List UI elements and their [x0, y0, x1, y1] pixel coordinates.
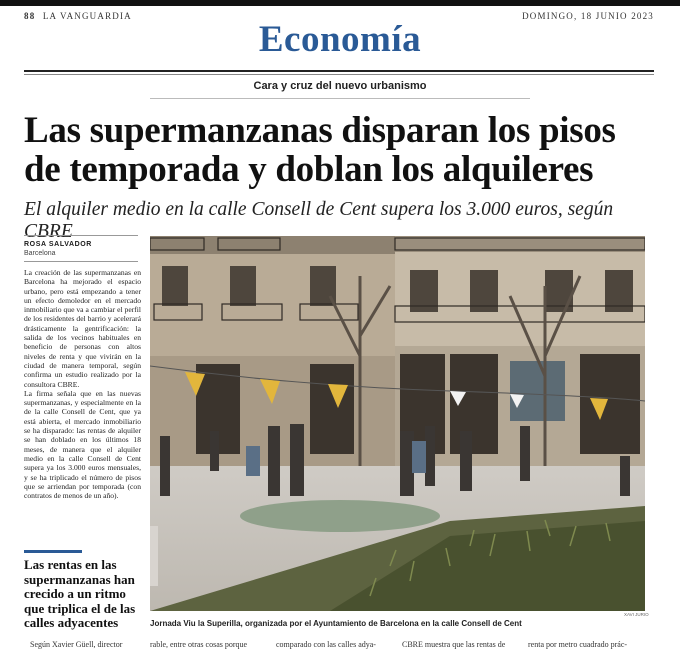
- column-start: CBRE muestra que las rentas de: [402, 640, 506, 649]
- section-title: Economía: [258, 19, 422, 60]
- article-body: [24, 268, 141, 500]
- photo-credit: XAVI JURIO: [624, 612, 649, 617]
- headline: [24, 111, 654, 189]
- page-number: 88: [24, 11, 36, 21]
- pullquote: Las rentas en las supermanzanas han crecido a un ritmo que triplica el de las calles adyacentes: [24, 557, 136, 630]
- issue-date: DOMINGO, 18 JUNIO 2023: [522, 11, 654, 21]
- next-column-starts: [24, 640, 664, 654]
- header-rule-thin: [24, 74, 654, 75]
- top-bar: [0, 0, 680, 6]
- paper-name: LA VANGUARDIA: [42, 11, 132, 21]
- pullquote-rule: [24, 550, 82, 553]
- paragraph-1: La creación de las supermanzanas en Barcelona ha mejorado el espacio urbano, pero está empezando a tener un efecto demoledor en el mercado inmobiliario que va a cambiar el perfil de los residentes del barrio y acelerará drásticamente la gentrificación: la salida de los vecinos habituales en beneficio de personas con altos niveles de renta y que vivirán en la ciudad de manera temporal, según confirma un estudio realizado por la consultora CBRE.: [24, 268, 141, 389]
- byline-rule: [24, 235, 138, 236]
- headline-line-1: Las supermanzanas disparan los pisos: [24, 110, 616, 151]
- column-start: Según Xavier Güell, director: [30, 640, 123, 649]
- byline-rule-bottom: [24, 261, 138, 262]
- kicker: Cara y cruz del nuevo urbanismo: [253, 80, 427, 92]
- column-start: comparado con las calles adya-: [276, 640, 376, 649]
- kicker-rule: [150, 98, 530, 99]
- dateline-city: Barcelona: [24, 250, 56, 257]
- subheadline: El alquiler medio en la calle Consell de Cent supera los 3.000 euros, según CBRE: [24, 199, 614, 242]
- headline-line-2: de temporada y doblan los alquileres: [24, 149, 594, 190]
- photo-caption: Jornada Viu la Superilla, organizada por el Ayuntamiento de Barcelona en la calle Consell de Cent: [150, 619, 522, 628]
- header-rule: [24, 70, 654, 72]
- paragraph-2: La firma señala que en las nuevas supermanzanas, y especialmente en la de la calle Consell de Cent, que ya está abierta, el mercado inmobiliario se ha disparado: las rentas de alquiler se han doblado en los últimos 18 meses, de manera que el alquiler medio en la calle Consell de Cent supera ya los 3.000 euros mensuales, y se ha triplicado el número de pisos que se arriendan por temporada (con contratos de menos de un año).: [24, 388, 141, 501]
- author: ROSA SALVADOR: [24, 241, 92, 248]
- column-start: rable, entre otras cosas porque: [150, 640, 248, 649]
- column-start: renta por metro cuadrado prác-: [528, 640, 628, 649]
- street-photo: [150, 236, 645, 611]
